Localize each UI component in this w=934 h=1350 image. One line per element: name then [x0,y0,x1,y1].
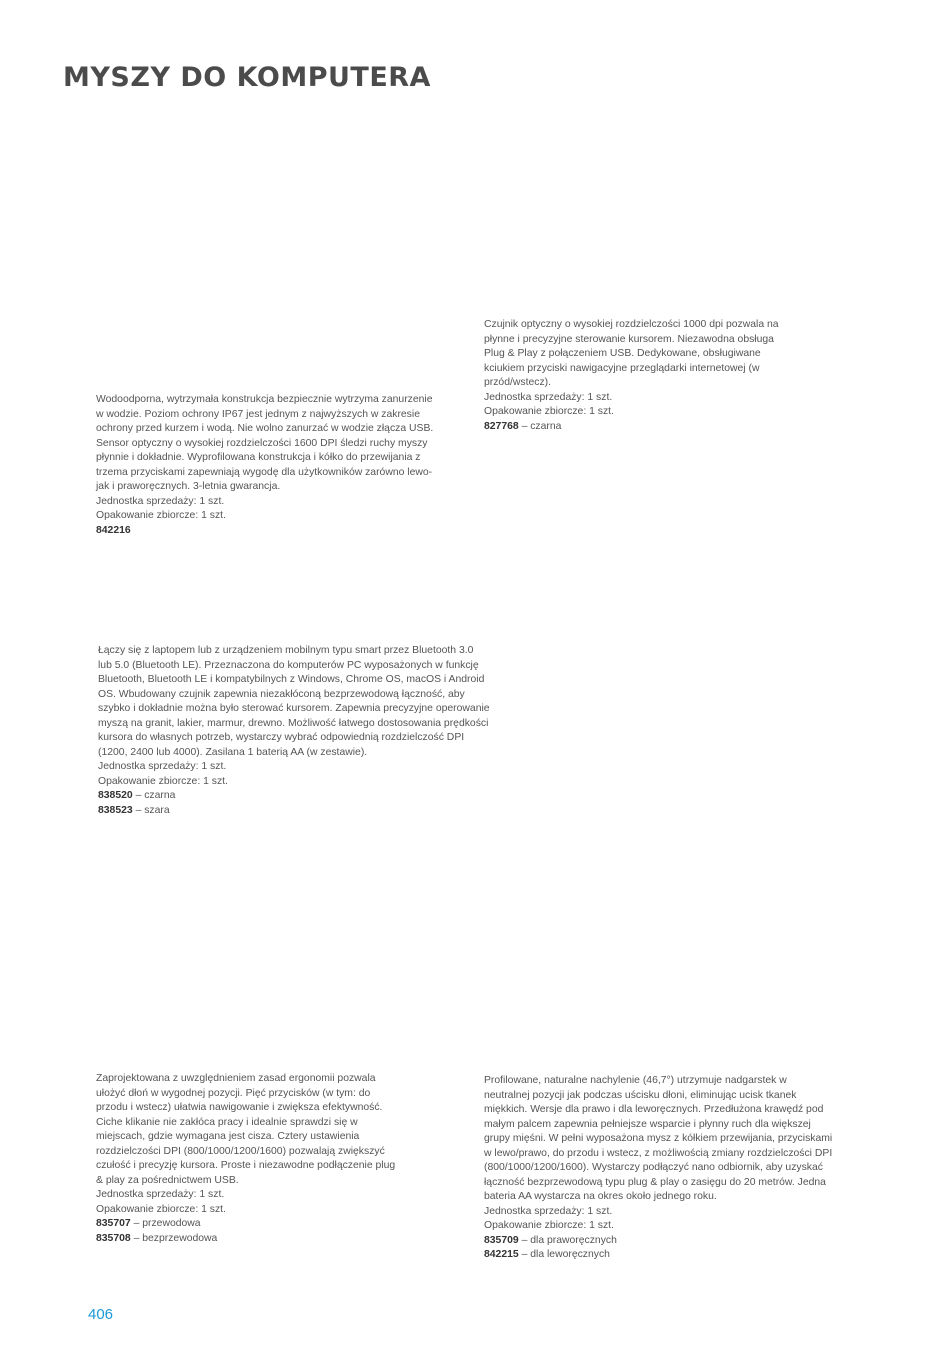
product-code: 838520 [98,790,133,801]
product-code: 842216 [96,524,131,536]
bulk-packaging: Opakowanie zbiorcze: 1 szt. [96,1203,226,1215]
product-code: 842215 [484,1249,519,1260]
product-code-line [98,804,490,819]
page-title: MYSZY DO KOMPUTERA [63,62,431,93]
product-code: 835709 [484,1234,519,1246]
sales-unit: Jednostka sprzedaży: 1 szt. [484,1205,613,1217]
product-description: Wodoodporna, wytrzymała konstrukcja bezpiecznie wytrzyma zanurzenie w wodzie. Poziom ochrony IP67 jest jednym z najwyższych w zakresie ochrony przed kurzem i wodą. Nie wolno zanurzać w wodzie złącza USB. Sensor optyczny o wysokiej rozdzielczości 1600 DPI śledzi ruchy myszy płynnie i dokładnie. Wyprofilowana konstrukcja i kółko do przewijania z trzema przyciskami zapewniają wygodę dla użytkowników zarówno lewo-jak i praworęcznych. 3-letnia gwarancja. [96,394,434,492]
product-description: Profilowane, naturalne nachylenie (46,7°) utrzymuje nadgarstek w neutralnej pozycji jak podczas uścisku dłoni, eliminując ucisk tkanek miękkich. Wersje dla prawo i dla leworęcznych. Przedłużona krawędź pod małym palcem zapewnia pełniejsze wsparcie i płynny ruch dla większej grupy mięśni. W pełni wyposażona mysz z kółkiem przewijania, przyciskami w lewo/prawo, do przodu i wstecz, z możliwością zmiany rozdzielczości DPI (800/1000/1200/1600). Wystarczy podłączyć nano odbiornik, aby uzyskać łączność bezprzewodową typu plug & play o zasięgu do 20 metrów. Jedna bateria AA wystarcza na okres około jednego roku. [484,1075,833,1202]
sales-unit: Jednostka sprzedaży: 1 szt. [484,391,613,403]
sales-unit: Jednostka sprzedaży: 1 szt. [98,761,227,772]
product-code: 838523 [98,804,133,816]
product-description-block [484,1074,834,1263]
product-code-line [484,420,784,435]
product-code-line [96,524,438,539]
sales-unit: Jednostka sprzedaży: 1 szt. [96,495,225,507]
product-variant: – czarna [518,420,562,432]
product-description: Zaprojektowana z uwzględnieniem zasad ergonomii pozwala ułożyć dłoń w wygodnej pozycji. Pięć przycisków (w tym: do przodu i wstecz) ułatwia nawigowanie i zwiększa efektywność. Ciche klikanie nie zakłóca pracy i idealnie sprawdzi się w miejscach, gdzie wymagana jest cisza. Cztery ustawienia rozdzielczości DPI (800/1000/1200/1600) pozwalają zwiększyć czułość i precyzję kursora. Proste i niezawodne podłączenie plug & play za pośrednictwem USB. [96,1073,396,1186]
sales-unit: Jednostka sprzedaży: 1 szt. [96,1189,225,1200]
product-code-line [484,1234,834,1249]
product-variant: – bezprzewodowa [130,1232,218,1244]
product-description: Łączy się z laptopem lub z urządzeniem mobilnym typu smart przez Bluetooth 3.0 lub 5.0 (Bluetooth LE). Przeznaczona do komputerów PC wyposażonych w funkcję Bluetooth, Bluetooth LE i kompatybilnych z Windows, Chrome OS, macOS i Android OS. Wbudowany czujnik zapewnia niezakłóconą bezprzewodową łączność, aby szybko i dokładnie można było sterować kursorem. Zapewnia precyzyjne operowanie myszą na granit, lakier, marmur, drewno. Możliwość łatwego dostosowania prędkości kursora do własnych potrzeb, wystarczy wybrać odpowiednią rozdzielczość DPI (1200, 2400 lub 4000). Zasilana 1 baterią AA (w zestawie). [98,645,490,758]
product-description-block [96,393,438,538]
bulk-packaging: Opakowanie zbiorcze: 1 szt. [98,775,228,787]
product-code-line [98,789,490,804]
product-variant: – czarna [132,790,176,801]
product-variant: – szara [132,804,170,816]
page-number: 406 [88,1306,114,1323]
product-variant: – dla leworęcznych [518,1249,610,1260]
product-description: Czujnik optyczny o wysokiej rozdzielczości 1000 dpi pozwala na płynne i precyzyjne sterowanie kursorem. Niezawodna obsługa Plug & Play z połączeniem USB. Dedykowane, obsługiwane kciukiem przyciski nawigacyjne przeglądarki internetowej (w przód/wstecz). [484,319,779,388]
product-variant: – dla praworęcznych [518,1234,617,1246]
product-description-block [484,318,784,434]
product-code-line [96,1217,396,1232]
product-code: 827768 [484,420,519,432]
product-code: 835707 [96,1218,131,1229]
bulk-packaging: Opakowanie zbiorcze: 1 szt. [96,510,226,521]
product-description-block [98,644,490,818]
bulk-packaging: Opakowanie zbiorcze: 1 szt. [484,1220,614,1231]
product-description-block [96,1072,396,1246]
product-code: 835708 [96,1232,131,1244]
product-code-line [96,1232,396,1247]
product-code-line [484,1248,834,1263]
product-variant: – przewodowa [130,1218,201,1229]
bulk-packaging: Opakowanie zbiorcze: 1 szt. [484,406,614,417]
